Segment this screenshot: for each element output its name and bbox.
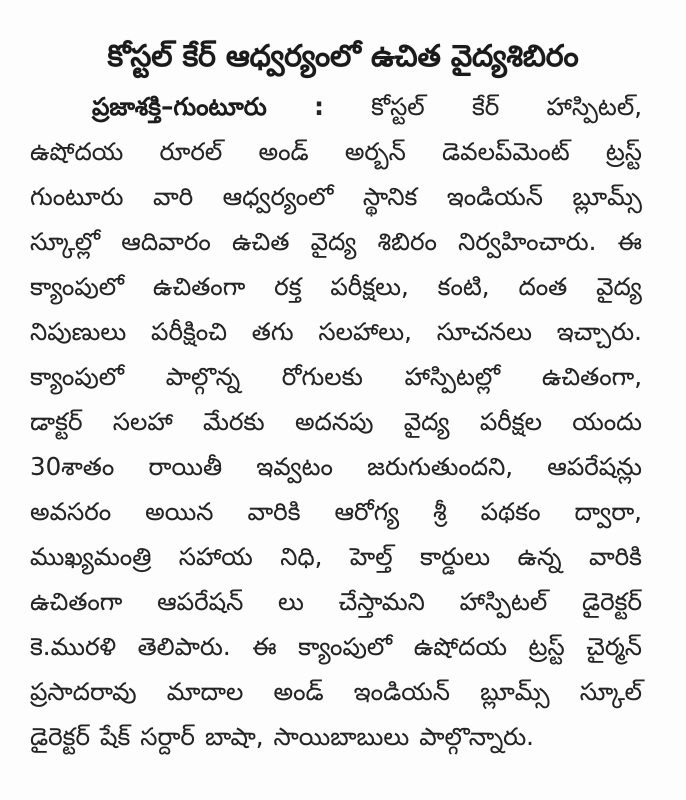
article-word: అర్బన్ — [344, 137, 406, 166]
article-word: వారి — [152, 182, 194, 211]
article-line — [30, 579, 642, 624]
article-word: జరుగుతుందని, — [367, 452, 514, 481]
article-word: రోగులకు — [281, 362, 363, 391]
article-word: ద్వారా, — [574, 497, 642, 526]
article-line — [30, 219, 642, 264]
article-word: ఇవ్వటం — [256, 452, 333, 481]
article-word: సూచనలు — [436, 317, 532, 346]
article-word: ఇండియన్ — [353, 677, 450, 706]
article-word: రాయితీ — [148, 452, 223, 481]
article-line — [30, 354, 642, 399]
article-word: ప్రసాదరావు — [30, 677, 137, 706]
article-word: సలహా — [112, 407, 173, 436]
dateline-separator: : — [314, 92, 324, 121]
article-line — [30, 84, 642, 129]
article-word: ఈ — [617, 227, 642, 256]
article-word: సహాయ — [178, 542, 253, 571]
article-word: 30శాతం — [30, 452, 115, 481]
article-word: ఉచితంగా — [30, 587, 123, 616]
article-word: వారికి — [588, 542, 642, 571]
article-word: కె.మురళి — [30, 632, 117, 661]
article-word: అయిన — [145, 497, 214, 526]
article-word: రక్త — [274, 272, 302, 301]
article-word: ఆపరేషన్లు — [547, 452, 642, 481]
article-word: స్కూల్ — [579, 677, 642, 706]
article-word: పాల్గొన్నారు. — [419, 722, 534, 751]
article-word: పరీక్షల — [479, 407, 542, 436]
article-word: సలహాలు, — [318, 317, 412, 346]
article-word: హాస్పిటల్లో — [404, 362, 501, 391]
article-word: ఇచ్చారు. — [556, 317, 642, 346]
article-word: శ్రీ — [433, 497, 447, 526]
article-line — [30, 264, 642, 309]
article-word: కంటి, — [437, 272, 490, 301]
article-word: ఆధ్వర్యంలో — [222, 182, 334, 211]
article-word: డెవలప్‌మెంట్ — [442, 137, 570, 166]
article-word: అవసరం — [30, 497, 112, 526]
article-word: ఉన్న — [517, 542, 562, 571]
article-word: డైరెక్టర్ — [30, 722, 90, 751]
article-word: సర్దార్ — [140, 722, 195, 751]
article-word: పరీక్షించి — [151, 317, 227, 346]
article-word: ఉచిత — [232, 227, 290, 256]
article-word: ఉచితంగా — [152, 272, 246, 301]
article-word: రూరల్ — [159, 137, 223, 166]
article-word: ఈ — [252, 632, 277, 661]
dateline-source: ప్రజాశక్తి–గుంటూరు — [92, 92, 267, 121]
article-headline: కోస్టల్ కేర్ ఆధ్వర్యంలో ఉచిత వైద్యశిబిరం — [107, 39, 579, 75]
article-word: చైర్మన్ — [586, 632, 642, 661]
article-word: లు — [278, 587, 304, 616]
article-line — [30, 399, 642, 444]
article-word: ఉషోదయ — [30, 137, 124, 166]
article-word: అదనపు — [294, 407, 374, 436]
article-word: ఆదివారం — [121, 227, 211, 256]
article-word: మేరకు — [202, 407, 265, 436]
article-word: ఉచితంగా, — [541, 362, 642, 391]
article-word: ముఖ్యమంత్రి — [30, 542, 152, 571]
article-line — [30, 309, 642, 354]
article-word: షేక్ — [99, 722, 131, 751]
article-word: చేస్తామని — [338, 587, 425, 616]
article-line — [30, 489, 642, 534]
article-word: మాదాల — [166, 677, 244, 706]
article-word: ఇండియన్ — [446, 182, 543, 211]
article-word: అండ్ — [258, 137, 309, 166]
article-word: వైద్య — [596, 272, 642, 301]
article-word: కార్డులు — [419, 542, 491, 571]
article-word: తగు — [251, 317, 294, 346]
article-word: హెల్త్ — [349, 542, 393, 571]
article-word: బ్లూమ్స్ — [572, 182, 642, 211]
article-word: క్యాంపులో — [30, 272, 125, 301]
article-word: దంత — [518, 272, 568, 301]
article-line — [30, 669, 642, 714]
article-word: ఆరోగ్య — [334, 497, 400, 526]
article-word: కేర్ — [471, 92, 500, 121]
article-word: డైరెక్టర్ — [582, 587, 642, 616]
article-word: గుంటూరు — [30, 182, 124, 211]
article-word: హాస్పిటల్, — [546, 92, 642, 121]
article-line — [30, 714, 642, 759]
article-line — [30, 129, 642, 174]
article-word: ట్రస్ట్ — [605, 137, 642, 166]
article-word: క్యాంపులో — [298, 632, 393, 661]
article-word: ఉషోదయ — [413, 632, 507, 661]
article-line — [30, 534, 642, 579]
article-word: బ్లూమ్స్ — [480, 677, 550, 706]
article-word: బాషా, — [204, 722, 264, 751]
article-word: క్యాంపులో — [30, 362, 125, 391]
article-word: ఆపరేషన్ — [157, 587, 244, 616]
article-word: వారికి — [247, 497, 301, 526]
article-word: స్కూల్లో — [30, 227, 101, 256]
article-word: స్థానిక — [362, 182, 418, 211]
article-line — [30, 624, 642, 669]
article-word: నిధి, — [280, 542, 323, 571]
article-word: యందు — [572, 407, 642, 436]
article-word: శిబిరం — [377, 227, 437, 256]
article-body — [30, 84, 642, 759]
article-word: కోస్టల్ — [371, 92, 425, 121]
article-word: తెలిపారు. — [137, 632, 231, 661]
article-word: వైద్య — [403, 407, 450, 436]
article-word: సాయిబాబులు — [273, 722, 410, 751]
article-word: పరీక్షలు, — [330, 272, 409, 301]
article-word: వైద్య — [310, 227, 357, 256]
article-line — [30, 444, 642, 489]
article-word: నిపుణులు — [30, 317, 127, 346]
article-word: డాక్టర్ — [30, 407, 83, 436]
article-word: ట్రస్ట్ — [528, 632, 565, 661]
article-word: అండ్ — [273, 677, 324, 706]
article-word: నిర్వహించారు. — [458, 227, 597, 256]
article-word: పాల్గొన్న — [165, 362, 241, 391]
article-word: హాస్పిటల్ — [459, 587, 548, 616]
article-line — [30, 174, 642, 219]
article-word: పథకం — [480, 497, 541, 526]
